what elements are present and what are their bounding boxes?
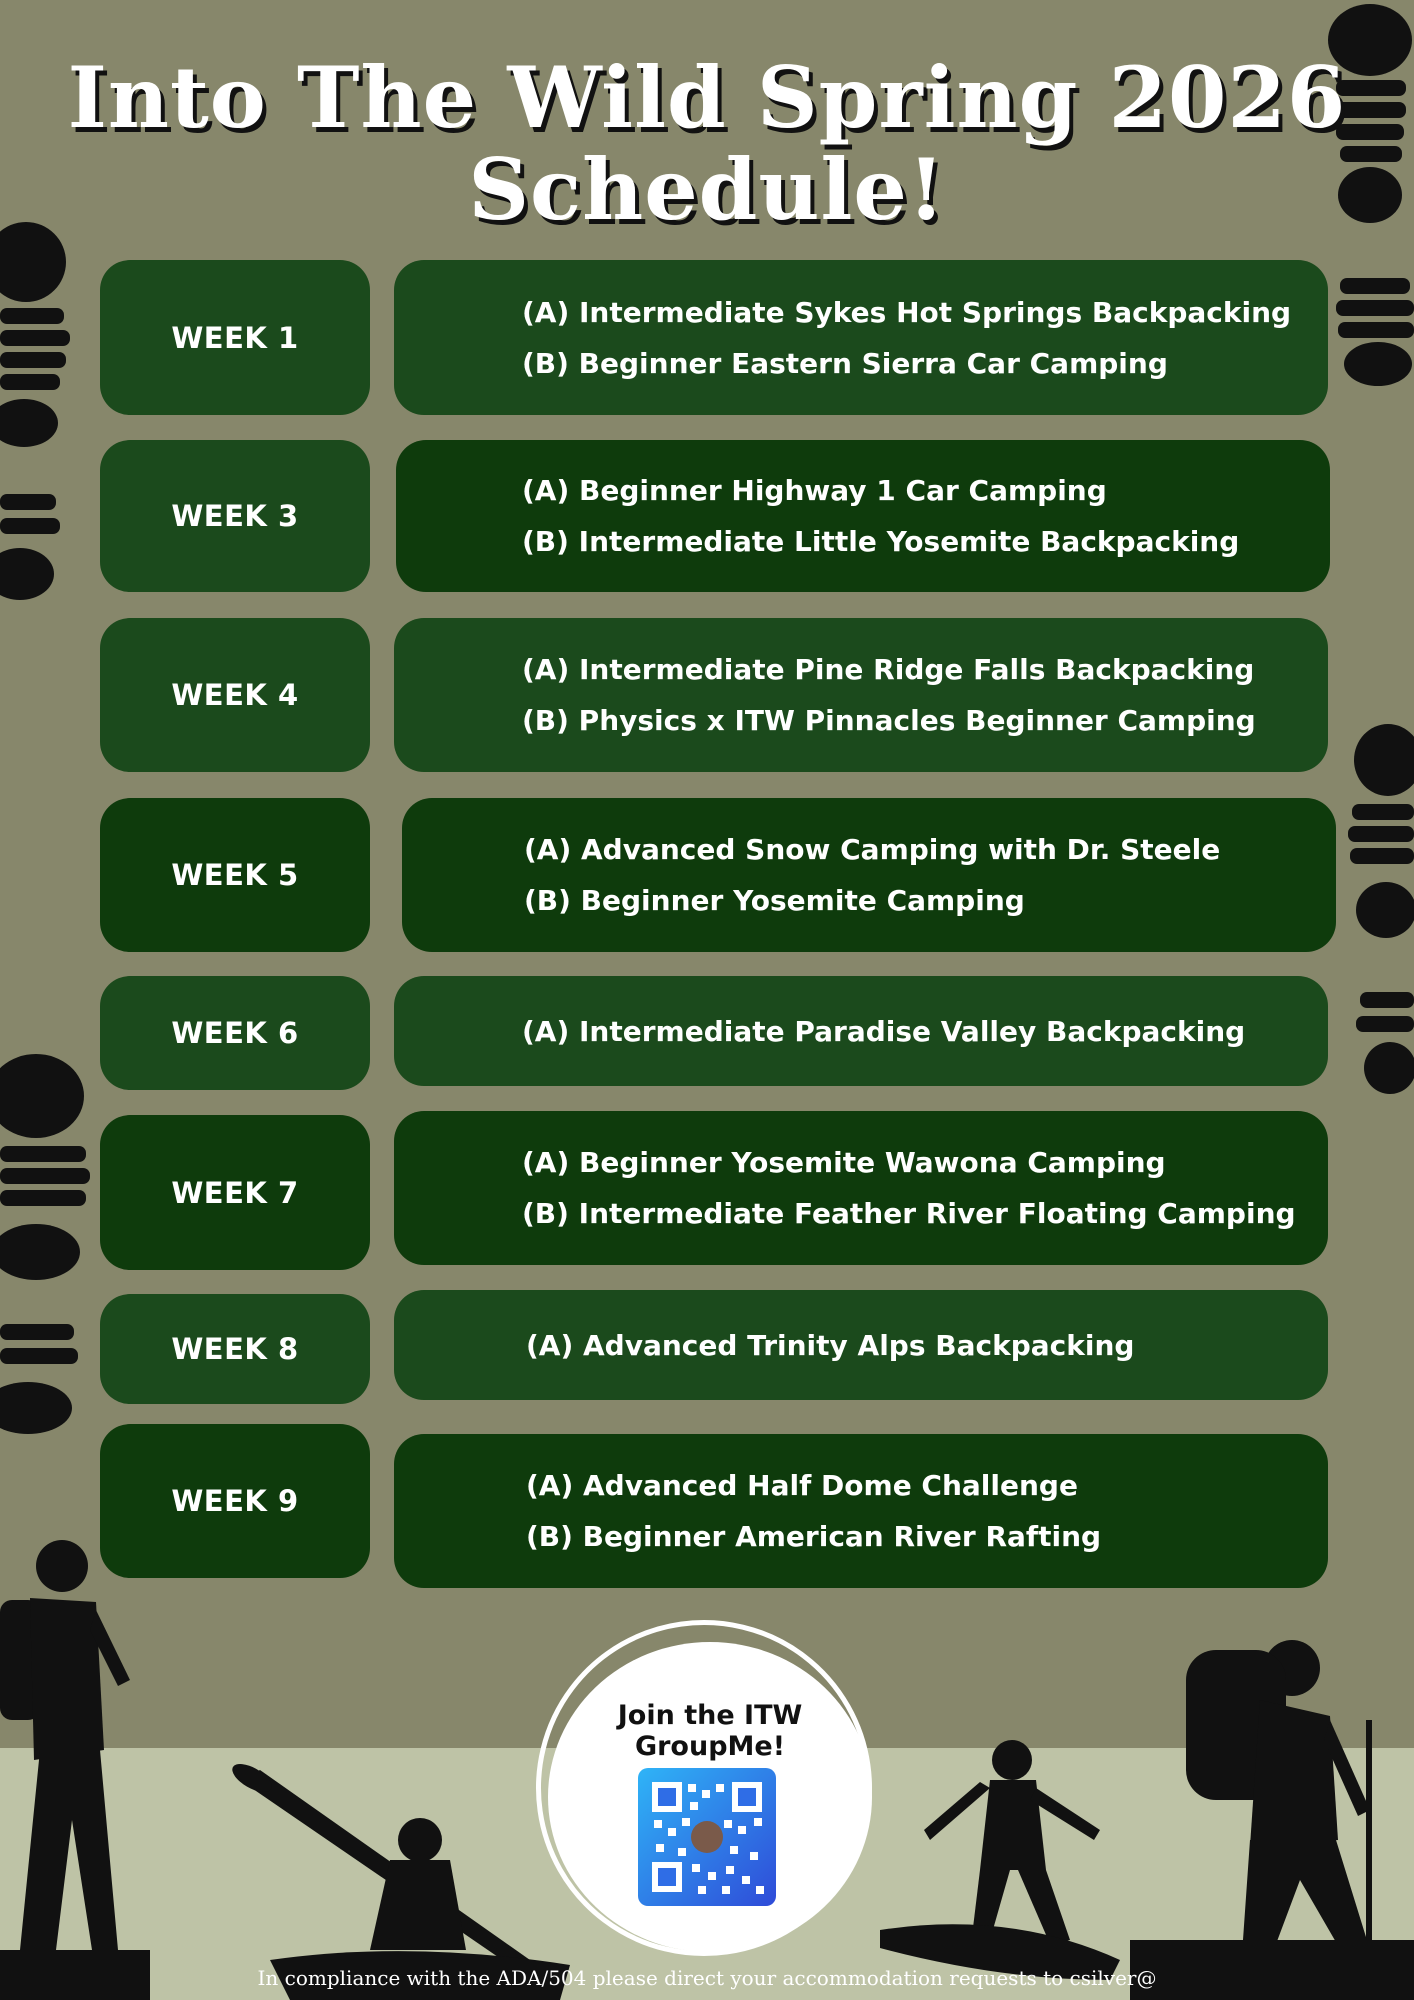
- qr-code-icon[interactable]: [638, 1768, 776, 1906]
- week-label-text: WEEK 1: [171, 320, 299, 355]
- event-item: (B) Beginner Eastern Sierra Car Camping: [522, 346, 1168, 380]
- groupme-label: [548, 1700, 872, 1762]
- event-item: (B) Beginner Yosemite Camping: [524, 884, 1025, 917]
- event-item: (A) Intermediate Pine Ridge Falls Backpacking: [522, 653, 1255, 686]
- event-box: [394, 976, 1328, 1086]
- boot-print-icon: [0, 218, 80, 448]
- backpacker-silhouette: [1130, 1620, 1414, 2000]
- event-item: (A) Advanced Snow Camping with Dr. Steele: [524, 833, 1221, 866]
- event-box: [394, 1434, 1328, 1588]
- event-box: [394, 1111, 1328, 1265]
- event-item: (A) Intermediate Paradise Valley Backpacking: [522, 1014, 1246, 1048]
- title-line-1: Into The Wild Spring 2026: [67, 48, 1347, 147]
- boot-print-icon: [0, 1052, 96, 1282]
- title-line-2: Schedule!: [468, 140, 946, 239]
- week-label-text: WEEK 8: [171, 1332, 299, 1366]
- boot-print-icon: [1330, 268, 1414, 388]
- event-item: (A) Beginner Yosemite Wawona Camping: [522, 1146, 1166, 1179]
- event-item: (B) Beginner American River Rafting: [526, 1520, 1102, 1553]
- boot-print-icon: [0, 484, 62, 604]
- groupme-line-2: GroupMe!: [634, 1731, 786, 1762]
- week-label: [100, 1294, 370, 1404]
- week-label: [100, 440, 370, 592]
- surfer-silhouette: [880, 1730, 1150, 2000]
- week-label-text: WEEK 3: [171, 499, 299, 533]
- week-label: [100, 260, 370, 415]
- week-label: [100, 618, 370, 772]
- event-box: [394, 260, 1328, 415]
- week-label-text: WEEK 4: [171, 678, 299, 712]
- week-label-text: WEEK 5: [171, 858, 299, 892]
- event-box: [394, 1290, 1328, 1400]
- event-item: (B) Intermediate Little Yosemite Backpacking: [522, 525, 1240, 558]
- event-box: [396, 440, 1330, 592]
- week-label: [100, 976, 370, 1090]
- footer-notice: In compliance with the ADA/504 please direct your accommodation requests to csilver@: [257, 1966, 1157, 1990]
- page-title: [0, 48, 1414, 239]
- boot-print-icon: [0, 1316, 80, 1436]
- event-box: [402, 798, 1336, 952]
- event-item: (B) Intermediate Feather River Floating Camping: [522, 1197, 1296, 1230]
- event-item: (A) Intermediate Sykes Hot Springs Backpacking: [522, 295, 1292, 329]
- week-label-text: WEEK 9: [171, 1484, 299, 1518]
- event-item: (A) Beginner Highway 1 Car Camping: [522, 474, 1107, 507]
- groupme-line-1: Join the ITW: [617, 1700, 803, 1731]
- week-label-text: WEEK 6: [171, 1016, 299, 1050]
- week-label-text: WEEK 7: [171, 1175, 299, 1210]
- boot-print-icon: [1352, 982, 1414, 1102]
- event-item: (B) Physics x ITW Pinnacles Beginner Camping: [522, 704, 1256, 737]
- event-box: [394, 618, 1328, 772]
- event-item: (A) Advanced Half Dome Challenge: [526, 1469, 1078, 1502]
- week-label: [100, 1115, 370, 1270]
- week-label: [100, 798, 370, 952]
- event-item: (A) Advanced Trinity Alps Backpacking: [526, 1328, 1135, 1362]
- hiker-silhouette: [0, 1530, 160, 2000]
- boot-print-icon: [1338, 720, 1414, 950]
